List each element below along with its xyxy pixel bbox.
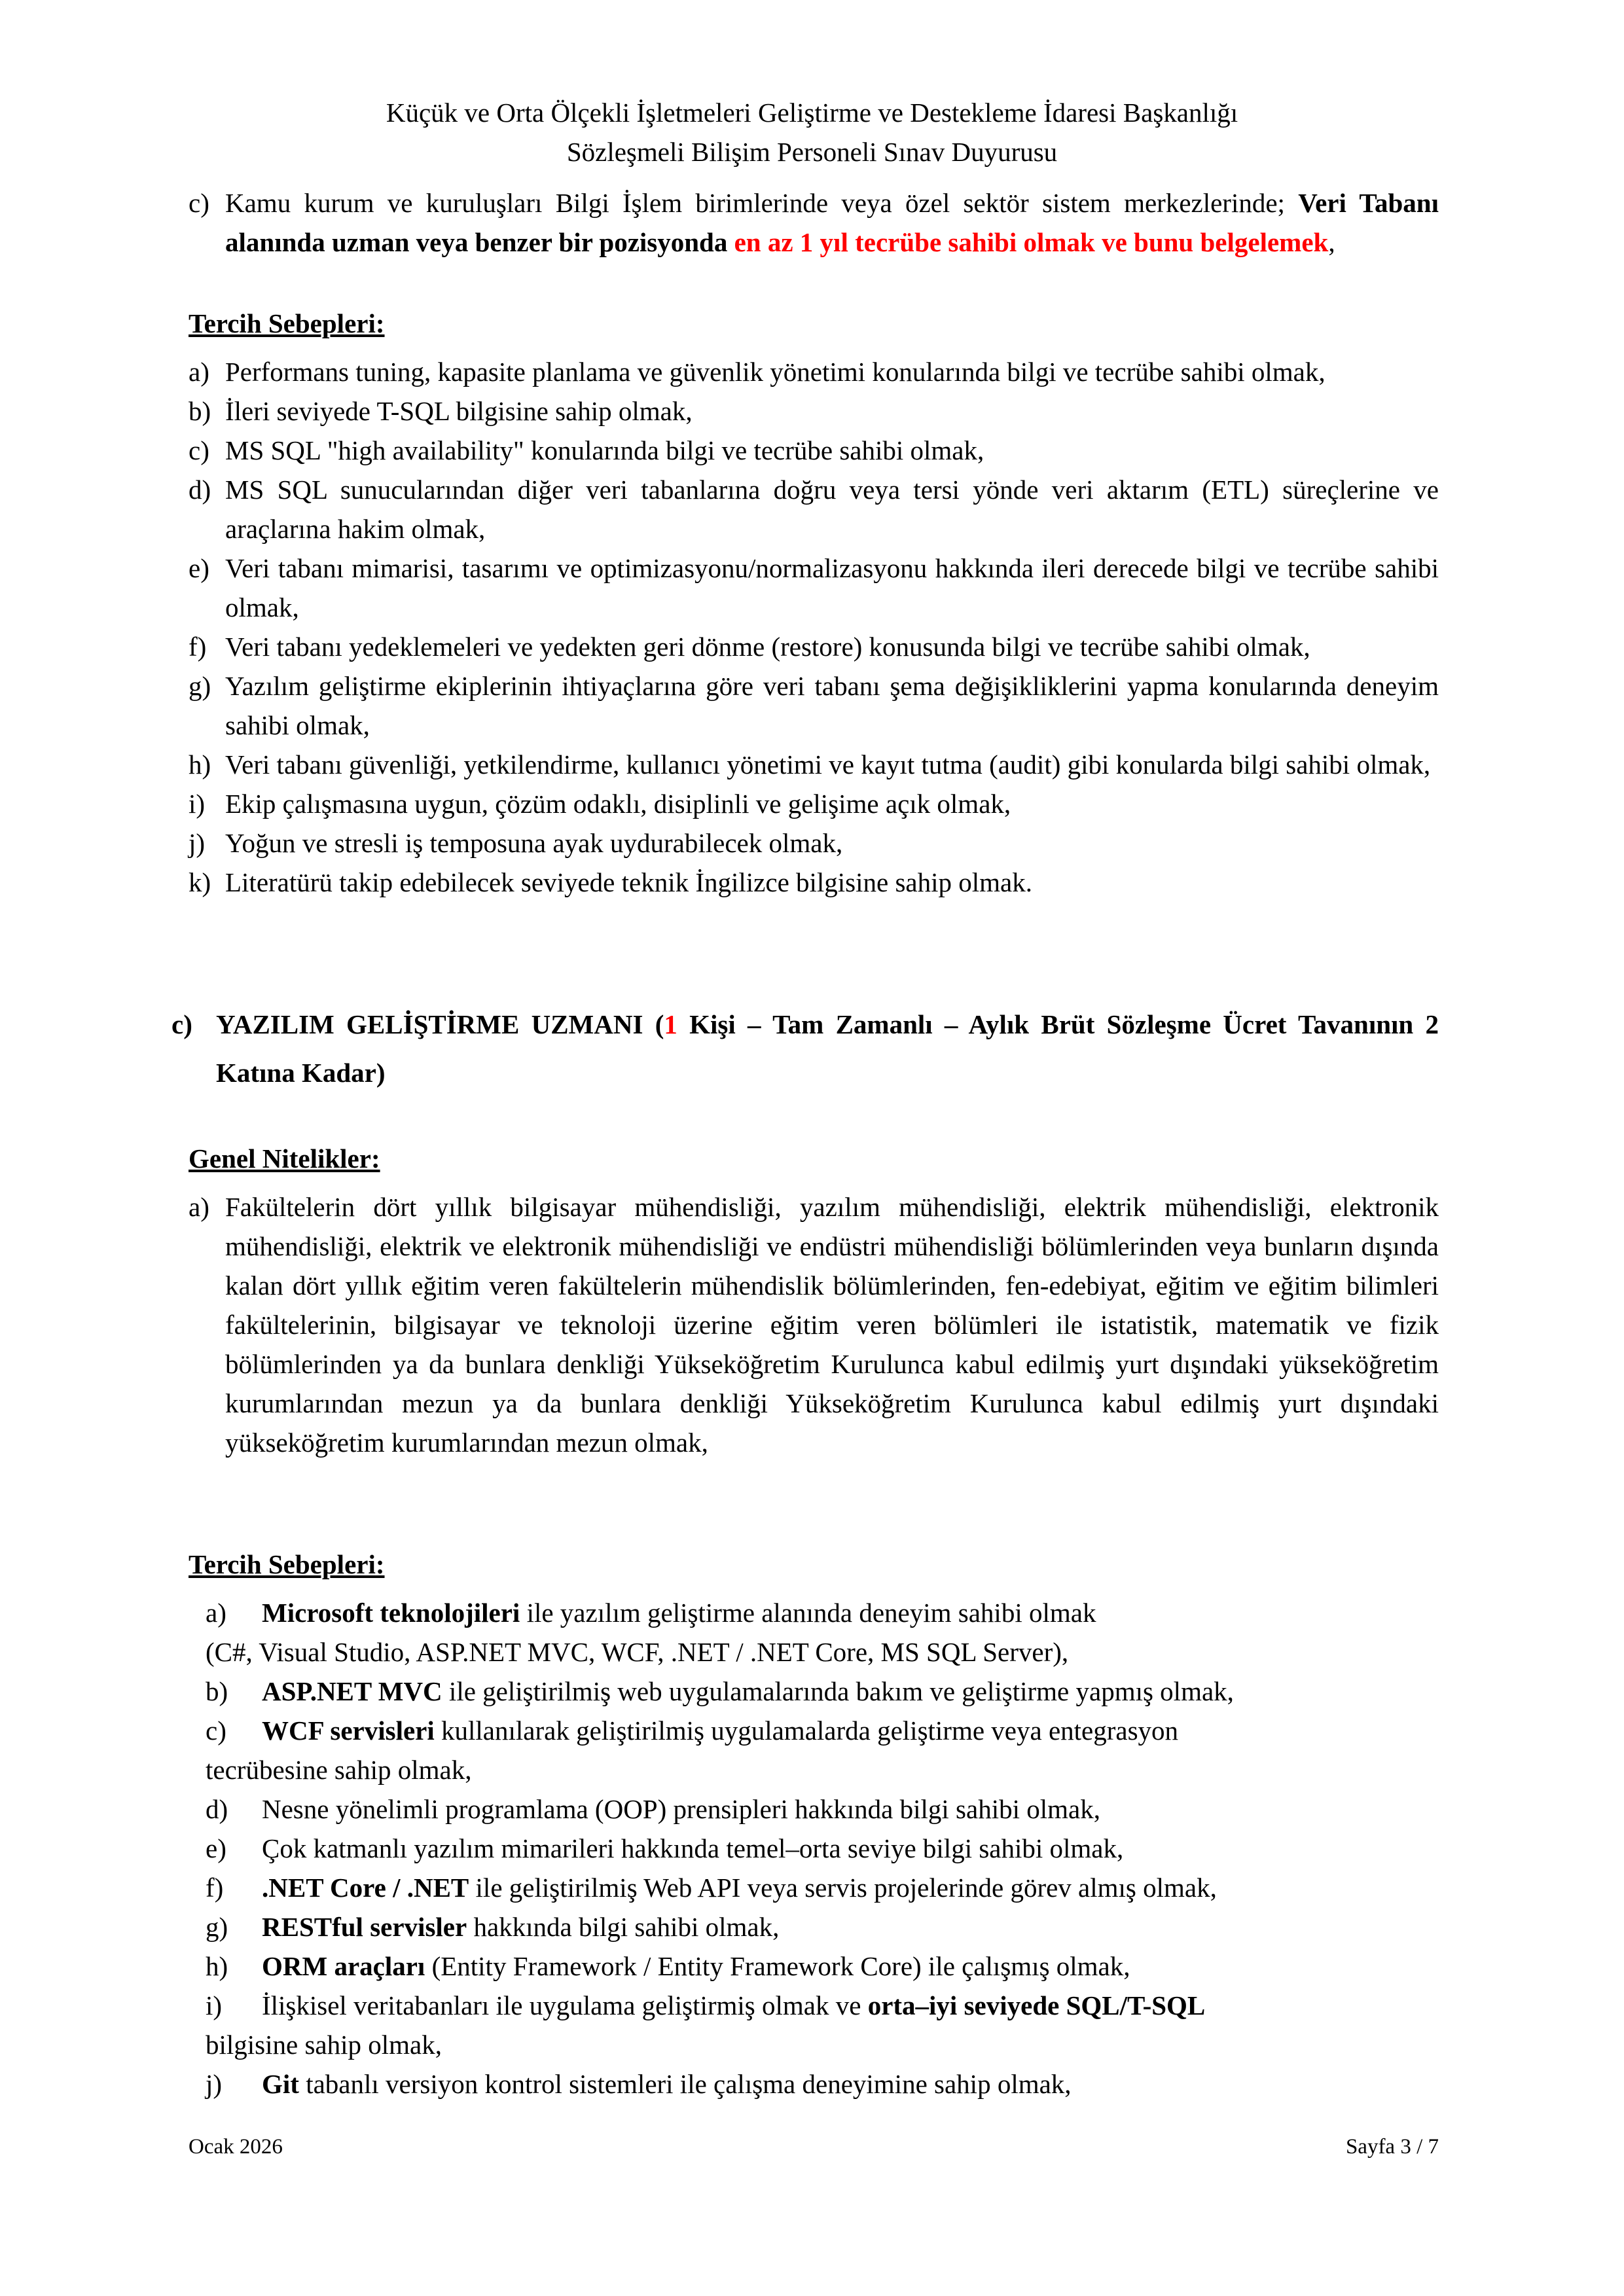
list-item-text: Yoğun ve stresli iş temposuna ayak uydurabilecek olmak,	[225, 828, 843, 858]
list-marker: k)	[189, 867, 211, 897]
list-item	[206, 1868, 1439, 1907]
text-bold-lead: .NET Core / .NET	[262, 1873, 469, 1903]
role-heading-yazilim-gelistirme-uzmani	[171, 1000, 1439, 1097]
list-item	[189, 863, 1439, 902]
list-marker: f)	[189, 632, 207, 662]
document-footer	[189, 2132, 1439, 2161]
list-marker: a)	[189, 357, 209, 387]
list-item-text: Fakültelerin dört yıllık bilgisayar mühendisliği, yazılım mühendisliği, elektrik mühendisliği, elektronik mühendisliği, elektrik ve elektronik mühendisliği ve endüstri mühendisliği bölümlerinden veya bunların dışında kalan dört yıllık eğitim veren fakültelerin mühendislik bölümlerinden, fen-edebiyat, eğitim ve eğitim bilimleri fakültelerinin, bilgisayar ve teknoloji üzerine eğitim veren bölümleri ile istatistik, matematik ve fizik bölümlerinden ya da bunlara denkliği Yükseköğretim Kurulunca kabul edilmiş yurt dışındaki yükseköğretim kurumlarından mezun ya da bunlara denkliği Yükseköğretim Kurulunca kabul edilmiş yurt dışındaki yükseköğretim kurumlarından mezun olmak,	[225, 1192, 1439, 1458]
list-marker: d)	[189, 475, 211, 505]
list-item	[206, 1829, 1439, 1868]
section-heading-tercih-sebepleri-2: Tercih Sebepleri:	[189, 1549, 385, 1579]
document-body	[171, 183, 1439, 2104]
list-item-text	[262, 1672, 1439, 1711]
list-marker: e)	[189, 553, 209, 583]
text-plain: tabanlı versiyon kontrol sistemleri ile çalışma deneyimine sahip olmak,	[298, 2069, 1072, 2099]
text-bold-lead: WCF servisleri	[262, 1715, 435, 1746]
list-marker: j)	[206, 2069, 223, 2099]
section-heading-genel-nitelikler: Genel Nitelikler:	[189, 1143, 380, 1174]
list-item-text: Ekip çalışmasına uygun, çözüm odaklı, disiplinli ve gelişime açık olmak,	[225, 789, 1011, 819]
list-marker: a)	[206, 1598, 226, 1628]
list-marker: d)	[206, 1794, 228, 1824]
text-bold-lead: Microsoft teknolojileri	[262, 1598, 520, 1628]
list-item-text	[262, 1593, 1439, 1632]
list-marker: j)	[189, 828, 206, 858]
list-item	[206, 1789, 1439, 1829]
list-item-text: Veri tabanı güvenliği, yetkilendirme, kullanıcı yönetimi ve kayıt tutma (audit) gibi konularda bilgi sahibi olmak,	[225, 749, 1431, 780]
list-item	[189, 627, 1439, 666]
list-item-text	[262, 1986, 1439, 2025]
footer-page-number: Sayfa 3 / 7	[1345, 2135, 1439, 2159]
text-bold-lead: Git	[262, 2069, 299, 2099]
text-plain: hakkında bilgi sahibi olmak,	[467, 1912, 780, 1942]
list-item-text	[225, 183, 1439, 262]
list-item-text: İleri seviyede T-SQL bilgisine sahip olmak,	[225, 396, 693, 426]
list-item-text: MS SQL "high availability" konularında bilgi ve tecrübe sahibi olmak,	[225, 435, 984, 465]
list-item-text	[262, 1711, 1439, 1750]
list-item-text	[262, 1907, 1439, 1946]
list-item	[189, 745, 1439, 784]
list-item	[189, 1187, 1439, 1462]
list-item	[189, 391, 1439, 431]
list-item	[206, 1593, 1439, 1632]
header-line-2: Sözleşmeli Bilişim Personeli Sınav Duyurusu	[566, 137, 1058, 167]
list-marker: f)	[206, 1873, 224, 1903]
list-item-text: Veri tabanı yedeklemeleri ve yedekten geri dönme (restore) konusunda bilgi ve tecrübe sahibi olmak,	[225, 632, 1310, 662]
list-item-text	[262, 1946, 1439, 1986]
list-item	[206, 1946, 1439, 1986]
text-plain: Kamu kurum ve kuruluşları Bilgi İşlem birimlerinde veya özel sektör sistem merkezlerinde;	[225, 188, 1299, 218]
footer-date: Ocak 2026	[189, 2135, 283, 2159]
text-plain: kullanılarak geliştirilmiş uygulamalarda geliştirme veya entegrasyon	[434, 1715, 1179, 1746]
text-plain: Nesne yönelimli programlama (OOP) prensipleri hakkında bilgi sahibi olmak,	[262, 1794, 1100, 1824]
spacer	[189, 902, 1439, 1000]
list-item-continuation: tecrübesine sahip olmak,	[206, 1755, 472, 1785]
role-count-red: 1	[664, 1009, 677, 1039]
list-marker: h)	[206, 1951, 228, 1981]
list-item	[206, 1672, 1439, 1711]
list-item	[206, 1711, 1439, 1750]
role-marker: c)	[171, 1009, 192, 1039]
list-item	[189, 470, 1439, 548]
spacer	[189, 1462, 1439, 1545]
text-bold: Veri Tabanı alanında uzman veya benzer bir pozisyonda	[225, 188, 1439, 257]
list-item-text: Performans tuning, kapasite planlama ve güvenlik yönetimi konularında bilgi ve tecrübe sahibi olmak,	[225, 357, 1326, 387]
list-item-text: Çok katmanlı yazılım mimarileri hakkında temel–orta seviye bilgi sahibi olmak,	[262, 1833, 1124, 1863]
list-item	[189, 548, 1439, 627]
text-plain: ile yazılım geliştirme alanında deneyim sahibi olmak	[520, 1598, 1096, 1628]
text-plain: ile geliştirilmiş web uygulamalarında bakım ve geliştirme yapmış olmak,	[442, 1676, 1234, 1706]
list-marker: g)	[206, 1912, 228, 1942]
list-marker: e)	[206, 1833, 226, 1863]
list-item	[189, 666, 1439, 745]
list-marker: b)	[189, 396, 211, 426]
text-plain: (Entity Framework / Entity Framework Core) ile çalışmış olmak,	[425, 1951, 1130, 1981]
list-marker: b)	[206, 1676, 228, 1706]
list-item	[189, 431, 1439, 470]
text-bold-tail: orta–iyi seviyede SQL/T-SQL	[867, 1990, 1206, 2020]
list-item-continuation: bilgisine sahip olmak,	[206, 2030, 442, 2060]
text-plain-tail: ,	[1328, 227, 1335, 257]
text-bold-lead: ASP.NET MVC	[262, 1676, 442, 1706]
list-marker: h)	[189, 749, 211, 780]
list-marker: c)	[189, 188, 209, 218]
header-line-1: Küçük ve Orta Ölçekli İşletmeleri Geliştirme ve Destekleme İdaresi Başkanlığı	[386, 98, 1238, 128]
document-header	[0, 93, 1624, 171]
list-item-top-c	[189, 183, 1439, 262]
list-marker: c)	[189, 435, 209, 465]
list-item	[206, 2064, 1439, 2104]
list-marker: i)	[189, 789, 206, 819]
list-item-text	[262, 1789, 1439, 1829]
list-marker: i)	[206, 1990, 223, 2020]
list-marker: g)	[189, 671, 211, 701]
list-item-text	[262, 1868, 1439, 1907]
text-bold-lead: RESTful servisler	[262, 1912, 467, 1942]
text-bold-lead: ORM araçları	[262, 1951, 425, 1981]
list-marker: c)	[206, 1715, 226, 1746]
spacer	[189, 1097, 1439, 1139]
list-item-text: Literatürü takip edebilecek seviyede teknik İngilizce bilgisine sahip olmak.	[225, 867, 1033, 897]
role-title: YAZILIM GELİŞTİRME UZMANI (	[216, 1009, 664, 1039]
list-item	[189, 823, 1439, 863]
text-red-bold: en az 1 yıl tecrübe sahibi olmak ve bunu belgelemek	[734, 227, 1329, 257]
role-heading-text	[216, 1000, 1439, 1097]
list-item-text: Veri tabanı mimarisi, tasarımı ve optimizasyonu/normalizasyonu hakkında ileri derecede bilgi ve tecrübe sahibi olmak,	[225, 553, 1439, 622]
list-marker: a)	[189, 1192, 209, 1222]
role-detail: Kişi – Tam Zamanlı – Aylık Brüt Sözleşme Ücret Tavanının 2 Katına Kadar)	[216, 1009, 1439, 1088]
list-item	[206, 1907, 1439, 1946]
section-3-heading-row	[189, 1545, 1439, 1593]
list-item-text	[262, 2064, 1439, 2104]
list-item	[206, 1986, 1439, 2025]
list-item-text: Yazılım geliştirme ekiplerinin ihtiyaçlarına göre veri tabanı şema değişikliklerini yapma konularında deneyim sahibi olmak,	[225, 671, 1439, 740]
list-item	[189, 784, 1439, 823]
section-2-heading-row	[189, 1139, 1439, 1187]
section-heading-tercih-sebepleri-1: Tercih Sebepleri:	[189, 308, 385, 338]
list-item-text: MS SQL sunucularından diğer veri tabanlarına doğru veya tersi yönde veri aktarım (ETL) süreçlerine ve araçlarına hakim olmak,	[225, 475, 1439, 544]
spacer	[189, 262, 1439, 304]
section-1-heading-row	[189, 304, 1439, 352]
section-3-list	[206, 1593, 1439, 2104]
text-plain: İlişkisel veritabanları ile uygulama geliştirmiş olmak ve	[262, 1990, 868, 2020]
text-plain: ile geliştirilmiş Web API veya servis projelerinde görev almış olmak,	[469, 1873, 1217, 1903]
list-item	[189, 352, 1439, 391]
list-item-continuation: (C#, Visual Studio, ASP.NET MVC, WCF, .NET / .NET Core, MS SQL Server),	[206, 1637, 1069, 1667]
